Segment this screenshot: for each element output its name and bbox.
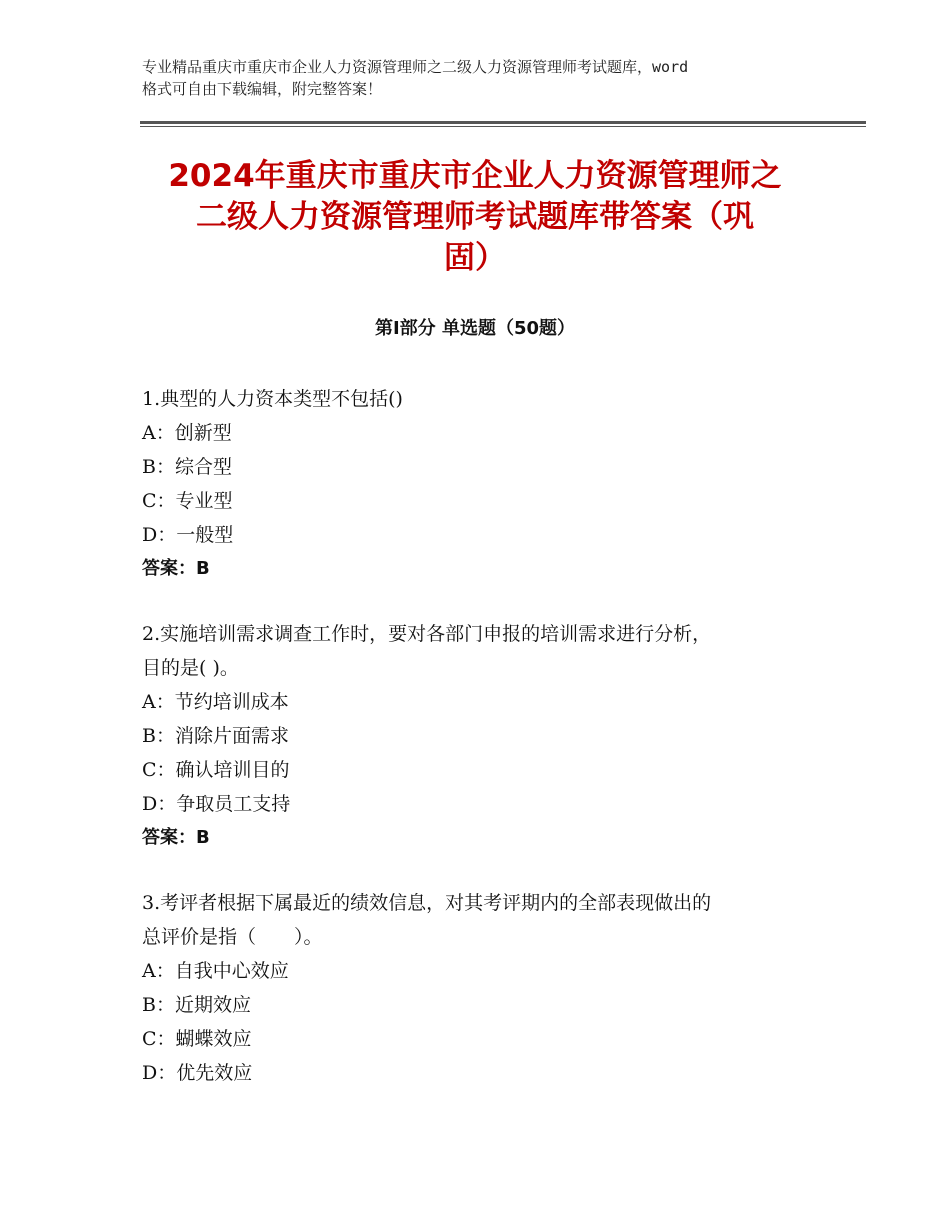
question-stem: 1.典型的人力资本类型不包括() [142, 388, 403, 410]
option-b: B：消除片面需求 [142, 725, 289, 747]
document-title-line-2: 二级人力资源管理师考试题库带答案（巩 [196, 199, 754, 235]
header-note-line-1: 专业精品重庆市重庆市企业人力资源管理师之二级人力资源管理师考试题库，word [142, 58, 689, 76]
section-title: 第Ⅰ部分 单选题（50题） [374, 318, 575, 339]
option-d: D：争取员工支持 [142, 793, 291, 815]
question-3 [142, 886, 822, 1090]
option-d: D：优先效应 [142, 1062, 253, 1084]
answer: 答案：B [142, 827, 210, 848]
question-stem-line-2: 目的是( )。 [142, 657, 239, 679]
question-stem-line-1: 2.实施培训需求调查工作时，要对各部门申报的培训需求进行分析， [142, 623, 712, 645]
header-note-line-2: 格式可自由下载编辑，附完整答案！ [142, 80, 383, 98]
question-1 [142, 382, 822, 586]
question-stem-line-2: 总评价是指（ ）。 [142, 926, 323, 948]
option-a: A：创新型 [142, 422, 232, 444]
header-divider-thick [140, 121, 866, 124]
document-title-line-3: 固） [444, 240, 506, 276]
option-c: C：确认培训目的 [142, 759, 290, 781]
header-note [142, 56, 822, 100]
header-divider-thin [140, 126, 866, 127]
option-a: A：节约培训成本 [142, 691, 289, 713]
option-d: D：一般型 [142, 524, 234, 546]
option-c: C：蝴蝶效应 [142, 1028, 252, 1050]
question-2 [142, 617, 822, 855]
option-a: A：自我中心效应 [142, 960, 289, 982]
document-title [120, 156, 830, 279]
option-b: B：近期效应 [142, 994, 251, 1016]
option-b: B：综合型 [142, 456, 232, 478]
option-c: C：专业型 [142, 490, 233, 512]
answer: 答案：B [142, 558, 210, 579]
document-title-line-1: 2024年重庆市重庆市企业人力资源管理师之 [168, 158, 782, 194]
question-list [142, 382, 822, 1121]
question-stem-line-1: 3.考评者根据下属最近的绩效信息，对其考评期内的全部表现做出的 [142, 892, 712, 914]
